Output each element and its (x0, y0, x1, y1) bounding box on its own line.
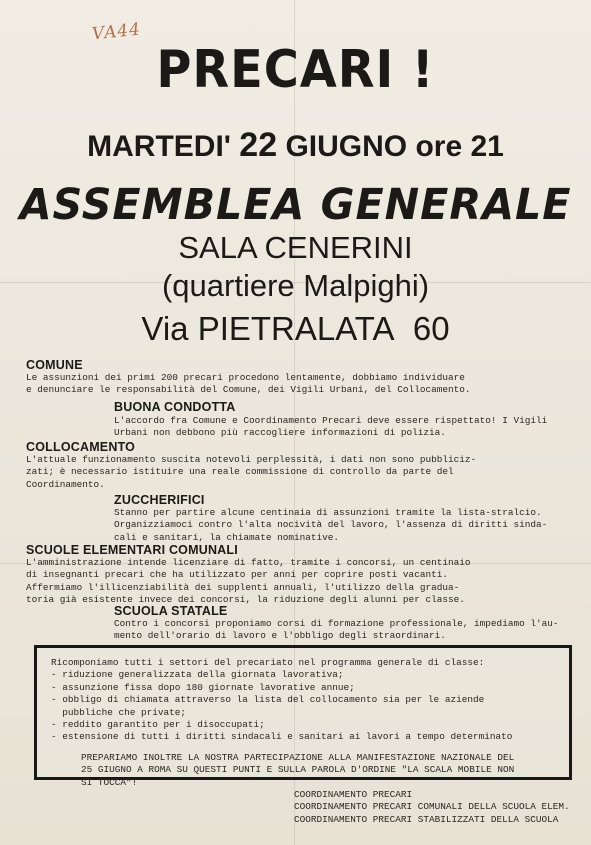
program-box (34, 645, 572, 788)
section-heading-scuola-statale: SCUOLA STATALE (114, 604, 228, 618)
venue-district: (quartiere Malpighi) (161, 268, 430, 303)
section-text-zuccherifici: Stanno per partire alcune centinaia di assunzioni tramite la lista-stralcio. Organizziamoci contro l'alta nocività del lavoro, l'assenza di diritti sinda- cali e sanitari, la chiamate nominative. (114, 507, 548, 543)
section-text-scuola-statale: Contro i concorsi proponiamo corsi di formazione professionale, impediamo l'au- mento dell'orario di lavoro e l'obbligo degli straordinari. (114, 618, 559, 642)
program-item: - reddito garantito per i disoccupati; (51, 719, 265, 731)
street-name: Via PIETRALATA (141, 310, 395, 347)
date-month: GIUGNO (285, 130, 408, 163)
section-heading-buona-condotta: BUONA CONDOTTA (114, 400, 236, 414)
program-item: - obbligo di chiamata attraverso la lista del collocamento sia per le aziende pubbliche che private; (51, 694, 485, 718)
signatures (294, 789, 570, 826)
date-prefix: MARTEDI' (87, 130, 231, 163)
section-text-comune: Le assunzioni dei primi 200 precari procedono lentamente, dobbiamo individuare e denunciare le responsabilità del Comune, dei Vigili Urbani, del Collocamento. (26, 372, 471, 396)
date-time: ore 21 (415, 130, 504, 163)
section-text-collocamento: L'attuale funzionamento suscita notevoli perplessità, i dati non sono pubbliciz- zati; è necessario istituire una reale commissione di controllo da parte del Coordinamento. (26, 454, 477, 490)
section-heading-zuccherifici: ZUCCHERIFICI (114, 493, 205, 507)
program-intro: Ricomponiamo tutti i settori del precariato nel programma generale di classe: (51, 657, 485, 668)
program-item: - riduzione generalizzata della giornata lavorativa; (51, 669, 344, 681)
poster-title: PRECARI ! (156, 40, 435, 100)
assembly-title: ASSEMBLEA GENERALE (19, 180, 572, 230)
signature-line: COORDINAMENTO PRECARI STABILIZZATI DELLA SCUOLA (294, 813, 559, 825)
program-item: - assunzione fissa dopo 180 giornate lavorative annue; (51, 681, 355, 693)
program-closing: PREPARIAMO INOLTRE LA NOSTRA PARTECIPAZIONE ALLA MANIFESTAZIONE NAZIONALE DEL 25 GIUGNO A ROMA SU QUESTI PUNTI E SULLA PAROLA D'ORDINE "LA SCALA MOBILE NON SI TOCCA"! (81, 751, 515, 788)
section-heading-comune: COMUNE (26, 358, 83, 372)
program-item: - estensione di tutti i diritti sindacali e sanitari ai lavori a tempo determinato (51, 731, 513, 743)
signature-line: COORDINAMENTO PRECARI COMUNALI DELLA SCUOLA ELEM. (294, 801, 570, 813)
section-heading-scuole-elementari: SCUOLE ELEMENTARI COMUNALI (26, 543, 238, 557)
signature-line: COORDINAMENTO PRECARI (294, 789, 413, 800)
section-text-scuole-elementari: L'amministrazione intende licenziare di fatto, tramite i concorsi, un centinaio di insegnanti precari che ha utilizzato per anni per coprire posti vacanti. Affermiamo l'illicenziabilità dei supplenti annuali, l'utilizzo della gradua- toria già esistente invece dei concorsi, la riduzione degli alunni per classe. (26, 557, 471, 606)
venue-name: SALA CENERINI (178, 230, 413, 265)
date-day: 22 (239, 126, 278, 164)
event-date (0, 126, 591, 165)
section-heading-collocamento: COLLOCAMENTO (26, 440, 136, 454)
venue-address (0, 310, 591, 348)
section-text-buona-condotta: L'accordo fra Comune e Coordinamento Precari deve essere rispettato! I Vigili Urbani non debbono più raccogliere informazioni di polizia. (114, 415, 548, 439)
street-number: 60 (412, 310, 450, 347)
handwritten-mark: VA44 (91, 19, 142, 45)
